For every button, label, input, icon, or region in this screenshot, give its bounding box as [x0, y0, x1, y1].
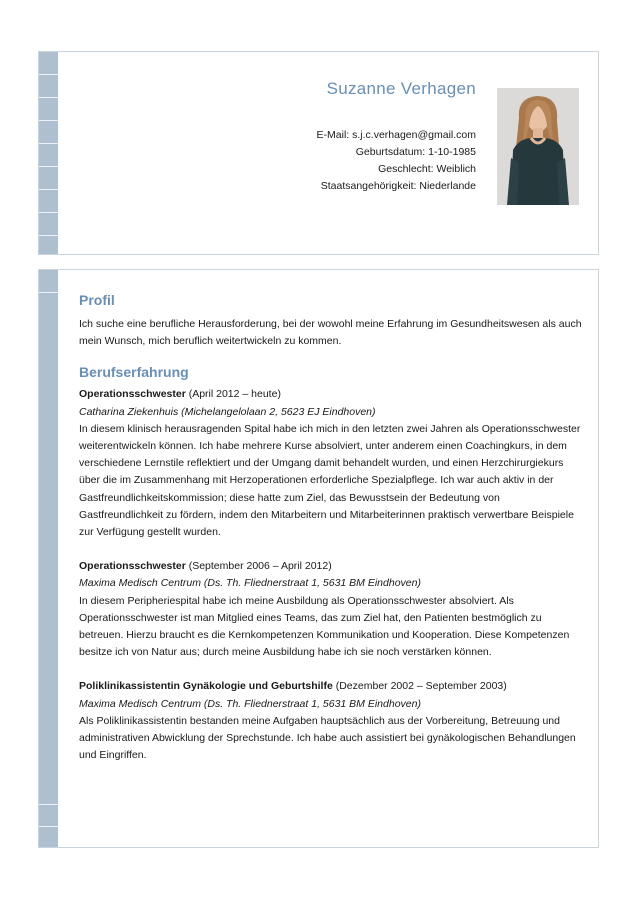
- job-entry: [79, 678, 584, 764]
- job-title: Operationsschwester: [79, 388, 186, 401]
- job-entry: [79, 386, 584, 541]
- job-place: Catharina Ziekenhuis (Michelangelolaan 2, 5623 EJ Eindhoven): [79, 405, 376, 418]
- profile-heading: Profil: [79, 292, 115, 308]
- job-description: In diesem klinisch herausragenden Spital habe ich mich in den letzten zwei Jahren als Operationsschwester weiterentwickeln können. Ich habe mehrere Kurse absolviert, unter anderem einen Coachingkurs, in dem verschiedene Lernstile reflektiert und der Umgang damit behandelt wurden, und einen Herzchirurgiekurs über die im Zusammenhang mit Herzoperationen erforderliche Spezialpflege. Ich war auch aktiv in der Gastfreundlichkeitskommission; diese hatte zum Ziel, das Bewusstsein der Bedeutung von Gastfreundlichkeit zu fördern, indem den Mitarbeitern und Mitarbeiterinnen praktisch verwertbare Beispiele zur Verfügung gestellt wurden.: [79, 422, 581, 539]
- job-header: [79, 678, 584, 695]
- resume-content: [79, 290, 584, 764]
- job-title: Operationsschwester: [79, 560, 186, 573]
- job-dates: (April 2012 – heute): [185, 388, 281, 401]
- job-description: In diesem Peripheriespital habe ich meine Ausbildung als Operationsschwester absolviert. Als Operationsschwester ist man Mitglied eines Teams, das zum Ziel hat, den Patienten bestmöglich zu betreuen. Hierzu braucht es die Kernkompetenzen Kommunikation und Kooperation. Diese Kompetenzen besitze ich von Natur aus; durch meine Ausbildung habe ich sie noch verstärken können.: [79, 594, 570, 659]
- job-dates: (September 2006 – April 2012): [185, 560, 332, 573]
- profile-photo: [497, 88, 579, 205]
- birthdate-line: Geburtsdatum: 1-10-1985: [355, 146, 476, 158]
- job-place: Maxima Medisch Centrum (Ds. Th. Fliednerstraat 1, 5631 BM Eindhoven): [79, 697, 421, 710]
- header-side-stripe: [39, 52, 58, 254]
- contact-info: [317, 127, 476, 195]
- profile-text: Ich suche eine berufliche Herausforderung, bei der wowohl meine Erfahrung im Gesundheitswesen als auch mein Wunsch, mich beruflich weitertwickeln zu kommen.: [79, 318, 582, 348]
- job-place: Maxima Medisch Centrum (Ds. Th. Fliednerstraat 1, 5631 BM Eindhoven): [79, 577, 421, 590]
- job-header: [79, 386, 584, 403]
- header-card: [38, 51, 599, 255]
- portrait-illustration: [497, 88, 579, 205]
- gender-line: Geschlecht: Weiblich: [378, 163, 476, 175]
- content-card: [38, 269, 599, 848]
- person-name: Suzanne Verhagen: [326, 79, 476, 98]
- email-line: E-Mail: s.j.c.verhagen@gmail.com: [316, 129, 476, 141]
- job-header: [79, 558, 584, 575]
- job-dates: (Dezember 2002 – September 2003): [332, 680, 507, 693]
- nationality-line: Staatsangehörigkeit: Niederlande: [320, 180, 476, 192]
- job-entry: [79, 558, 584, 661]
- content-side-stripe: [39, 270, 58, 847]
- experience-heading: Berufserfahrung: [79, 364, 189, 381]
- job-description: Als Poliklinikassistentin bestanden meine Aufgaben hauptsächlich aus der Vorbereitung, Betreuung und administrativen Abwicklung der Sprechstunde. Ich habe auch assistiert bei gynäkologischen Behandlungen und Eingriffen.: [79, 714, 576, 762]
- job-title: Poliklinikassistentin Gynäkologie und Geburtshilfe: [79, 680, 333, 693]
